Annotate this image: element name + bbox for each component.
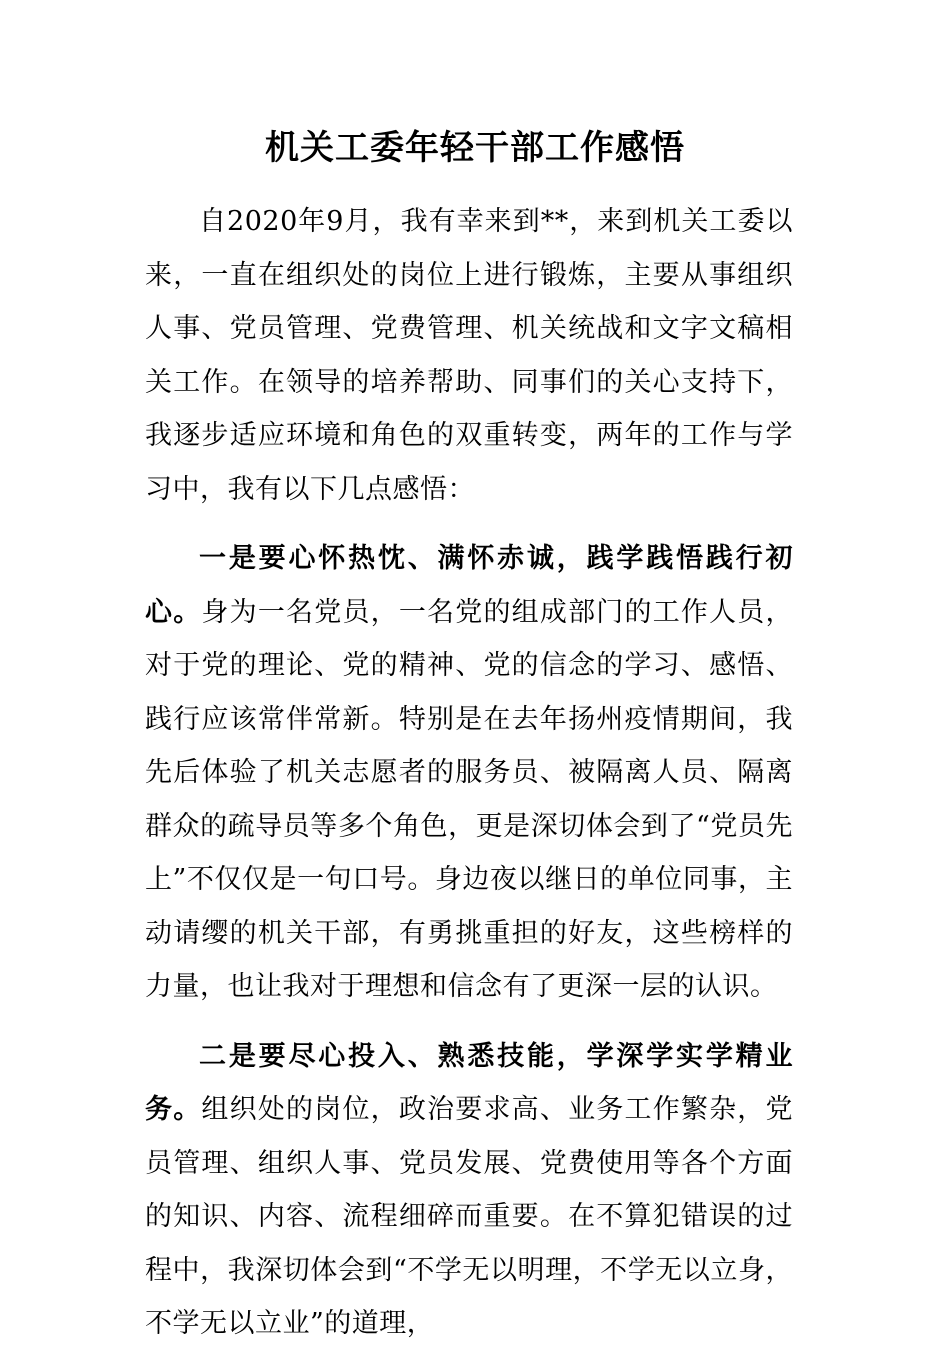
paragraph-text: 自2020年9月，我有幸来到**，来到机关工委以来，一直在组织处的岗位上进行锻炼，主要从事组织人事、党员管理、党费管理、机关统战和文字文稿相关工作。在领导的培养帮助、同事们的关心支持下，我逐步适应环境和角色的双重转变，两年的工作与学习中，我有以下几点感悟： [145,206,793,505]
paragraph-text: 组织处的岗位，政治要求高、业务工作繁杂，党员管理、组织人事、党员发展、党费使用等各个方面的知识、内容、流程细碎而重要。在不算犯错误的过程中，我深切体会到“不学无以明理，不学无以立身，不学无以立业”的道理， [145,1094,794,1339]
paragraph-lead: 二是要尽心投入、熟悉技能，学深学实学精业务。 [145,1040,793,1125]
paragraph-text: 身为一名党员，一名党的组成部门的工作人员，对于党的理论、党的精神、党的信念的学习、感悟、践行应该常伴常新。特别是在去年扬州疫情期间，我先后体验了机关志愿者的服务员、被隔离人员、隔离群众的疏导员等多个角色，更是深切体会到了“党员先上”不仅仅是一句口号。身边夜以继日的单位同事，主动请缨的机关干部，有勇挑重担的好友，这些榜样的力量，也让我对于理想和信念有了更深一层的认识。 [145,596,794,1002]
document-title: 机关工委年轻干部工作感悟 [265,128,685,168]
paragraph-intro [145,195,793,516]
paragraph-point-one [145,532,793,1014]
paragraph-lead: 一是要心怀热忱、满怀赤诚，践学践悟践行初心。 [145,543,793,628]
paragraph-point-two [145,1030,793,1351]
document-body [145,195,793,1367]
